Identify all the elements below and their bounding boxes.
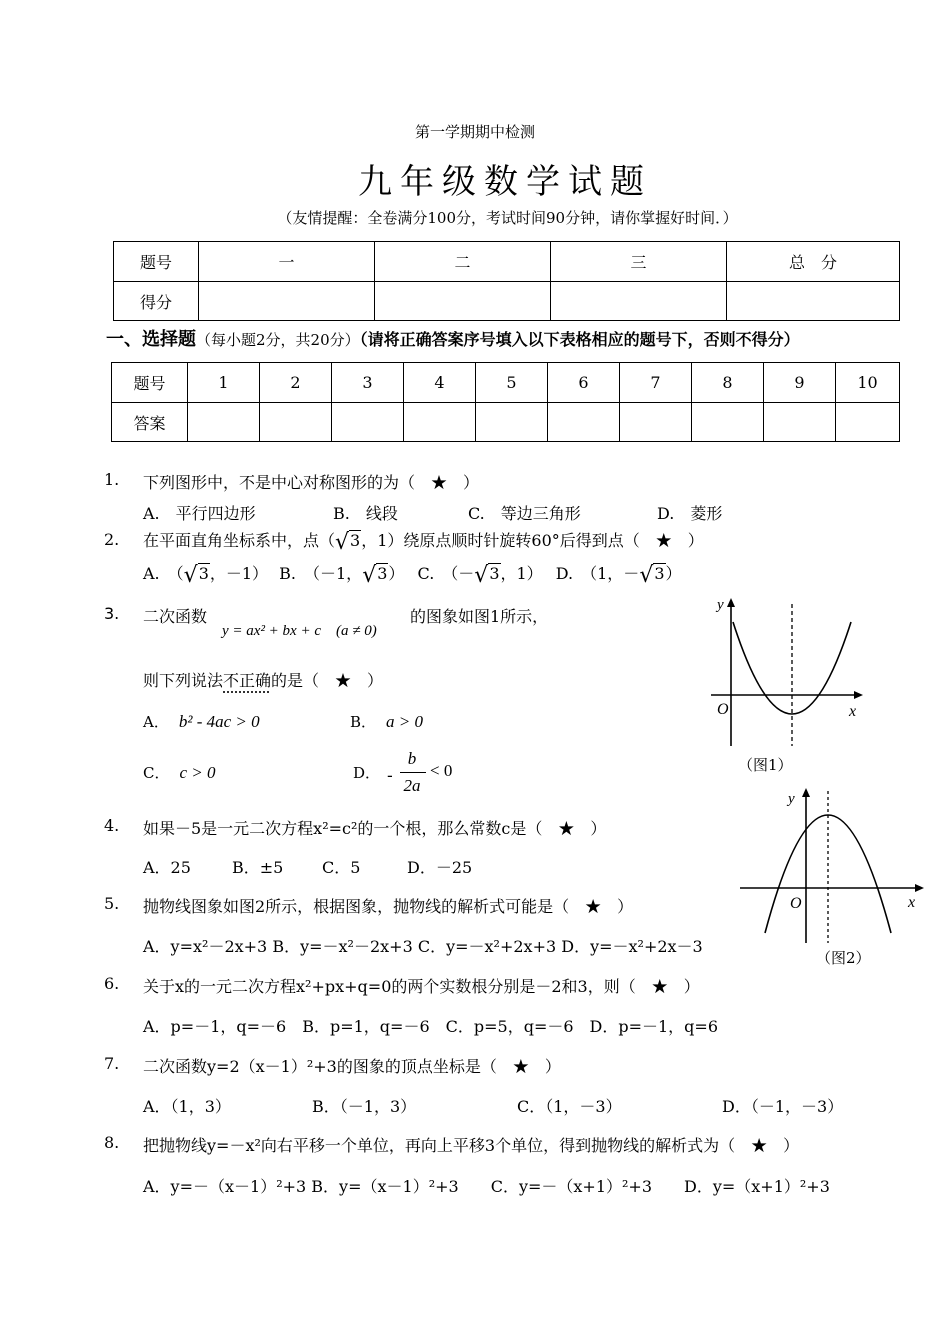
exam-notice: （友情提醒：全卷满分100分，考试时间90分钟，请你掌握好时间．）: [277, 209, 738, 227]
arrow-up-icon: [802, 788, 810, 797]
fig1-origin-label: O: [717, 701, 729, 718]
arrow-right-icon: [915, 884, 924, 892]
q3-line2-a: 则下列说法: [143, 671, 224, 690]
q1-option-c: C. 等边三角形: [468, 504, 581, 523]
answer-cell[interactable]: [836, 403, 900, 442]
sqrt-icon: √3: [474, 563, 500, 588]
score-header-cell: 二: [375, 242, 551, 282]
q7-number: 7.: [104, 1054, 120, 1073]
q4-number: 4.: [104, 816, 120, 835]
answer-cell[interactable]: [332, 403, 404, 442]
answer-cell[interactable]: [692, 403, 764, 442]
answer-number: 9: [764, 363, 836, 403]
answer-table: [111, 362, 900, 442]
q2-option-d: D. （1，－: [555, 564, 640, 583]
q7-text: 二次函数y=2（x－1）²+3的图象的顶点坐标是（ ★ ）: [143, 1057, 561, 1076]
fig2-x-label: x: [908, 894, 916, 911]
answer-number: 7: [620, 363, 692, 403]
sqrt-icon: √3: [639, 563, 665, 588]
q4-option-d: D．－25: [407, 858, 473, 877]
arrow-up-icon: [727, 598, 735, 607]
fig2-caption: （图2）: [816, 949, 871, 967]
score-header-cell: 总 分: [727, 242, 900, 282]
figure2-graph: [738, 785, 928, 945]
answer-header-label: 题号: [112, 363, 188, 403]
q5-number: 5.: [104, 894, 120, 913]
score-row-label: 得分: [114, 282, 199, 321]
answer-number: 8: [692, 363, 764, 403]
answer-number: 6: [548, 363, 620, 403]
exam-title: 九年级数学试题: [358, 162, 652, 202]
q3-option-d-label: D．: [353, 764, 381, 782]
q4-option-a: A．25: [143, 858, 191, 877]
q2-option-c: C. （－: [417, 564, 475, 583]
q7-option-b: B．（－1，3）: [312, 1097, 417, 1116]
answer-cell[interactable]: [476, 403, 548, 442]
arrow-right-icon: [854, 691, 863, 699]
answer-number: 3: [332, 363, 404, 403]
q3-option-a-math: b² - 4ac > 0: [178, 712, 260, 731]
section1-instruction: （请将正确答案序号填入以下表格相应的题号下，否则不得分）: [359, 330, 800, 349]
q2-option-b: B. （－1，: [279, 564, 363, 583]
q3-line2: [143, 668, 383, 691]
q1-option-a: A. 平行四边形: [143, 504, 256, 523]
answer-row-label: 答案: [112, 403, 188, 442]
q2-option-b-tail: ）: [388, 564, 405, 583]
answer-number: 1: [188, 363, 260, 403]
q2-text-b: ，1）绕原点顺时针旋转60°后得到点（ ★ ）: [361, 531, 704, 550]
q1-text: 下列图形中，不是中心对称图形的为（ ★ ）: [143, 473, 480, 492]
fig2-origin-label: O: [790, 895, 802, 912]
answer-number: 5: [476, 363, 548, 403]
q6-number: 6.: [104, 974, 120, 993]
q3-formula: y = ax² + bx + c (a ≠ 0): [222, 623, 377, 639]
q3-option-d-tail: < 0: [430, 761, 453, 780]
q3-line2-b: 的是（ ★ ）: [271, 671, 384, 690]
answer-cell[interactable]: [260, 403, 332, 442]
answer-number: 4: [404, 363, 476, 403]
score-cell[interactable]: [375, 282, 551, 321]
score-cell[interactable]: [199, 282, 375, 321]
q1-number: 1.: [104, 470, 120, 489]
exam-subtitle: 第一学期期中检测: [414, 123, 535, 141]
fig1-caption: （图1）: [738, 756, 793, 774]
sqrt-icon: √3: [183, 563, 209, 588]
score-header-cell: 一: [199, 242, 375, 282]
q3-option-b: B． a > 0: [350, 712, 424, 731]
q4-option-c: C．5: [322, 858, 361, 877]
q4-option-b: B．±5: [232, 858, 284, 877]
sqrt-icon: √3: [362, 563, 388, 588]
q3-option-d-denominator: 2a: [403, 776, 421, 795]
q8-number: 8.: [104, 1133, 120, 1152]
fig1-y-label: y: [717, 597, 724, 613]
q3-option-c-math: c > 0: [179, 763, 216, 782]
q6-options: A．p=－1，q=－6 B．p=1，q=－6 C．p=5，q=－6 D．p=－1，q=6: [143, 1017, 719, 1036]
q2-number: 2.: [104, 530, 120, 549]
q4-text: 如果－5是一元二次方程x²=c²的一个根，那么常数c是（ ★ ）: [143, 819, 607, 838]
q8-text: 把抛物线y=－x²向右平移一个单位，再向上平移3个单位，得到抛物线的解析式为（ ★ ）: [143, 1136, 800, 1155]
q3-number: 3.: [104, 604, 120, 623]
section1-points: （每小题2分，共20分）: [196, 331, 360, 349]
q5-options: A．y=x²－2x+3 B．y=－x²－2x+3 C．y=－x²+2x+3 D．y=－x²+2x－3: [143, 937, 703, 956]
fig1-x-label: x: [849, 703, 857, 720]
answer-cell[interactable]: [764, 403, 836, 442]
answer-number: 2: [260, 363, 332, 403]
section1-title: 一、选择题: [106, 329, 196, 350]
score-table: [113, 241, 900, 321]
score-cell[interactable]: [551, 282, 727, 321]
q2-radicand: 3: [350, 531, 361, 550]
q5-text: 抛物线图象如图2所示，根据图象，抛物线的解析式可能是（ ★ ）: [143, 897, 634, 916]
q2-text: [143, 528, 704, 555]
sqrt-icon: √3: [335, 530, 361, 555]
answer-cell[interactable]: [620, 403, 692, 442]
score-cell[interactable]: [727, 282, 900, 321]
q2-option-d-tail: ）: [665, 564, 682, 583]
section1-heading: [106, 325, 800, 351]
q3-emphasis: 不正确: [223, 671, 272, 690]
fraction-bar: [400, 772, 426, 773]
figure1-graph: [705, 596, 870, 748]
q2-option-a-tail: ，－1）: [209, 564, 269, 583]
answer-number: 10: [836, 363, 900, 403]
q2-text-a: 在平面直角坐标系中，点（: [143, 531, 336, 550]
q7-option-c: C．（1，－3）: [517, 1097, 622, 1116]
q2-option-c-tail: ，1）: [500, 564, 543, 583]
q6-text: 关于x的一元二次方程x²+px+q=0的两个实数根分别是－2和3，则（ ★ ）: [143, 977, 700, 996]
q3-text-a: 二次函数: [143, 607, 208, 626]
fig2-y-label: y: [788, 791, 795, 807]
q3-option-d-numerator: b: [407, 749, 417, 768]
q1-option-d: D. 菱形: [657, 504, 723, 523]
score-header-cell: 三: [551, 242, 727, 282]
answer-cell[interactable]: [188, 403, 260, 442]
q3-option-d-minus: -: [387, 766, 393, 786]
answer-cell[interactable]: [548, 403, 620, 442]
q3-option-b-math: a > 0: [386, 712, 424, 731]
q8-options: A．y=－（x－1）²+3 B．y=（x－1）²+3 C．y=－（x+1）²+3 D．y=（x+1）²+3: [143, 1177, 830, 1196]
q2-option-a: A. （: [143, 564, 184, 583]
answer-cell[interactable]: [404, 403, 476, 442]
score-header-cell: 题号: [114, 242, 199, 282]
q7-option-a: A．（1，3）: [143, 1097, 231, 1116]
q3-text-b: 的图象如图1所示，: [410, 607, 549, 626]
fig2-parabola: [765, 815, 891, 933]
q2-options: [143, 561, 682, 588]
q3-option-c: C． c > 0: [143, 763, 216, 782]
q7-option-d: D．（－1，－3）: [722, 1097, 844, 1116]
q1-option-b: B. 线段: [333, 504, 398, 523]
q3-option-a: A． b² - 4ac > 0: [143, 712, 260, 731]
